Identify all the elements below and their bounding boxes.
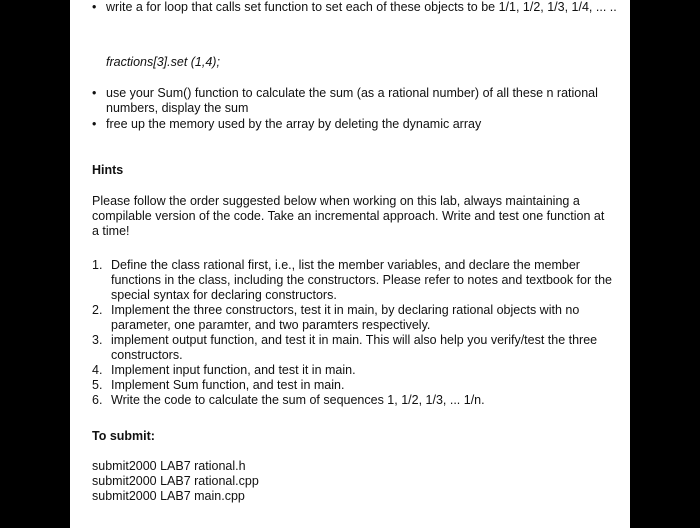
step-text: implement output function, and test it in main. This will also help you verify/test the three constructors. [111,333,598,362]
step-text: Define the class rational first, i.e., list the member variables, and declare the member functions in the class, including the constructors. Please refer to notes and textbook for the special syntax for declaring constructors. [111,258,612,302]
step-item [92,303,617,333]
steps-list [92,258,617,408]
step-number: 2. [92,303,103,317]
step-text: Implement Sum function, and test in main. [111,378,345,392]
bullet-item: • use your Sum() function to calculate the sum (as a rational number) of all these n rational numbers, display the sum [92,86,617,116]
step-item [92,378,617,393]
step-text: Implement input function, and test it in main. [111,363,356,377]
step-item [92,333,617,363]
step-number: 5. [92,378,103,392]
code-example: fractions[3].set (1,4); [106,55,220,69]
step-item [92,363,617,378]
submit-heading: To submit: [92,429,155,443]
submit-line: submit2000 LAB7 rational.h [92,459,246,473]
step-text: Write the code to calculate the sum of sequences 1, 1/2, 1/3, ... 1/n. [111,393,485,407]
bullet-list-bottom [92,86,617,133]
bullet-list-top [92,0,617,15]
document-page [70,0,630,528]
hints-heading: Hints [92,163,124,177]
submit-line: submit2000 LAB7 main.cpp [92,489,245,503]
step-number: 4. [92,363,103,377]
bullet-item: • write a for loop that calls set function to set each of these objects to be 1/1, 1/2, 1/3, 1/4, ... .. [92,0,617,15]
submit-line: submit2000 LAB7 rational.cpp [92,474,259,488]
hints-paragraph: Please follow the order suggested below when working on this lab, always maintaining a compilable version of the code. Take an incremental approach. Write and test one function at a time! [92,194,605,238]
step-item [92,258,617,303]
step-number: 3. [92,333,103,347]
submit-files [92,459,259,504]
step-number: 1. [92,258,103,272]
step-text: Implement the three constructors, test it in main, by declaring rational objects with no parameter, one paramter, and two paramters respectively. [111,303,580,332]
bullet-item: • free up the memory used by the array by deleting the dynamic array [92,117,617,132]
step-item [92,393,617,408]
step-number: 6. [92,393,103,407]
